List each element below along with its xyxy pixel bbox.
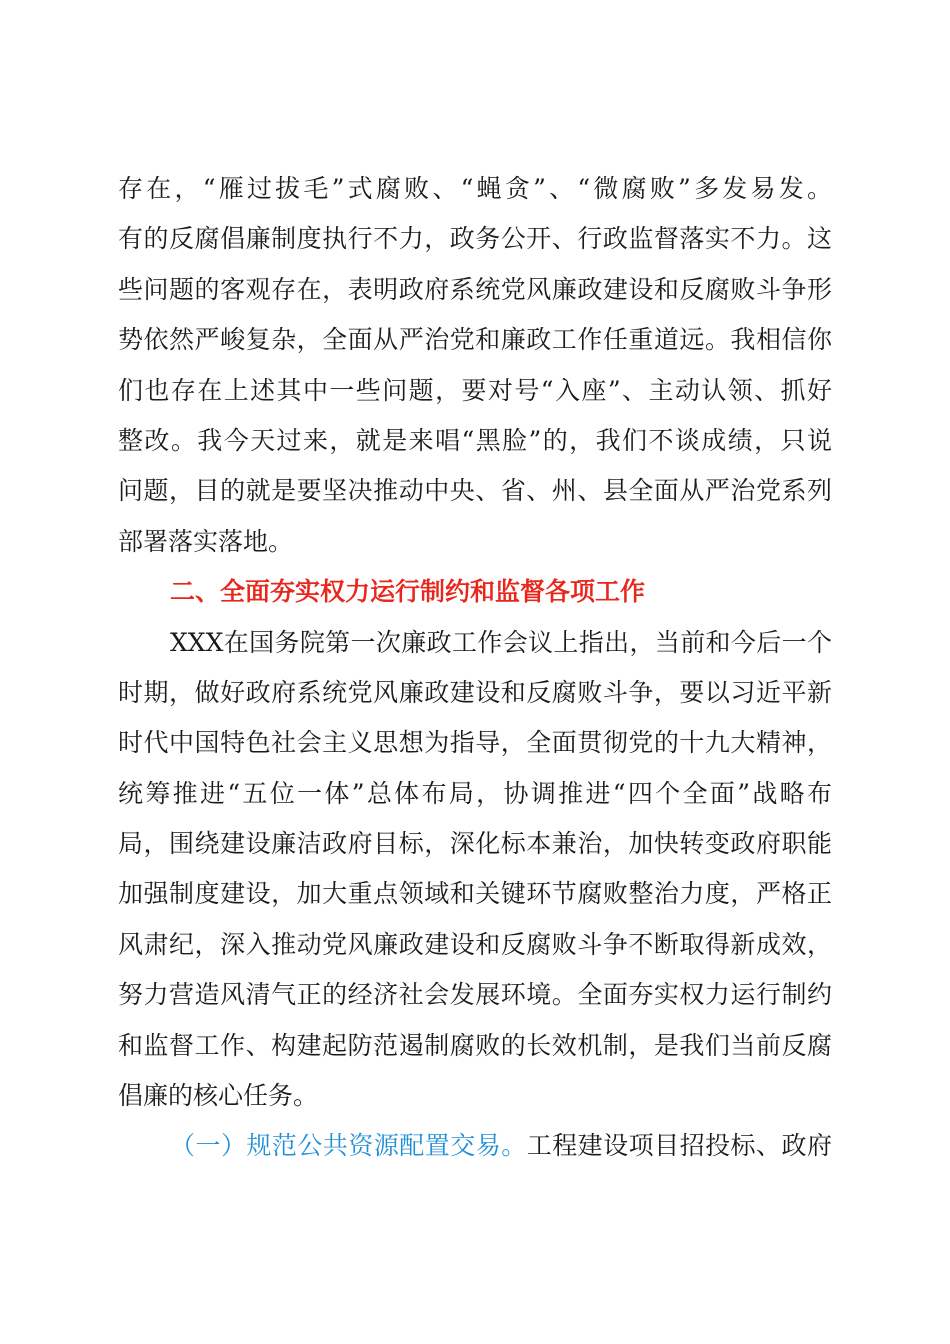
text-line: 倡廉的核心任务。 bbox=[118, 1081, 319, 1111]
paragraph-2 bbox=[118, 618, 832, 1122]
text-line: 势依然严峻复杂，全面从严治党和廉政工作任重道远。我相信你 bbox=[118, 325, 832, 355]
section-heading: 二、全面夯实权力运行制约和监督各项工作 bbox=[170, 577, 646, 607]
text-line: 努力营造风清气正的经济社会发展环境。全面夯实权力运行制约 bbox=[118, 980, 832, 1010]
text-line: 风肃纪，深入推动党风廉政建设和反腐败斗争不断取得新成效， bbox=[118, 929, 832, 959]
text-line: 问题，目的就是要坚决推动中央、省、州、县全面从严治党系列 bbox=[118, 476, 832, 506]
text-line: XXX在国务院第一次廉政工作会议上指出，当前和今后一个 bbox=[170, 627, 832, 657]
text-line: 部署落实落地。 bbox=[118, 526, 294, 556]
text-line: 时代中国特色社会主义思想为指导，全面贯彻党的十九大精神， bbox=[118, 728, 832, 758]
text-line: 整改。我今天过来，就是来唱“黑脸”的，我们不谈成绩，只说 bbox=[118, 425, 832, 455]
text-line: 局，围绕建设廉洁政府目标，深化标本兼治，加快转变政府职能 bbox=[118, 829, 832, 859]
text-line: 加强制度建设，加大重点领域和关键环节腐败整治力度，严格正 bbox=[118, 879, 832, 909]
text-line: 存在，“雁过拔毛”式腐败、“蝇贪”、“微腐败”多发易发。 bbox=[118, 174, 832, 203]
paragraph-3-text: 工程建设项目招投标、政府 bbox=[526, 1131, 832, 1161]
text-line: 和监督工作、构建起防范遏制腐败的长效机制，是我们当前反腐 bbox=[118, 1030, 832, 1060]
text-line: 些问题的客观存在，表明政府系统党风廉政建设和反腐败斗争形 bbox=[118, 274, 832, 304]
text-line: 有的反腐倡廉制度执行不力，政务公开、行政监督落实不力。这 bbox=[118, 224, 832, 254]
subsection-heading: （一）规范公共资源配置交易。 bbox=[170, 1131, 527, 1161]
document-body bbox=[118, 164, 832, 1172]
paragraph-1 bbox=[118, 164, 832, 567]
text-line: 们也存在上述其中一些问题，要对号“入座”、主动认领、抓好 bbox=[118, 375, 832, 405]
paragraph-3 bbox=[118, 1121, 832, 1171]
text-line: 时期，做好政府系统党风廉政建设和反腐败斗争，要以习近平新 bbox=[118, 677, 832, 707]
text-line: 统筹推进“五位一体”总体布局，协调推进“四个全面”战略布 bbox=[118, 778, 832, 808]
